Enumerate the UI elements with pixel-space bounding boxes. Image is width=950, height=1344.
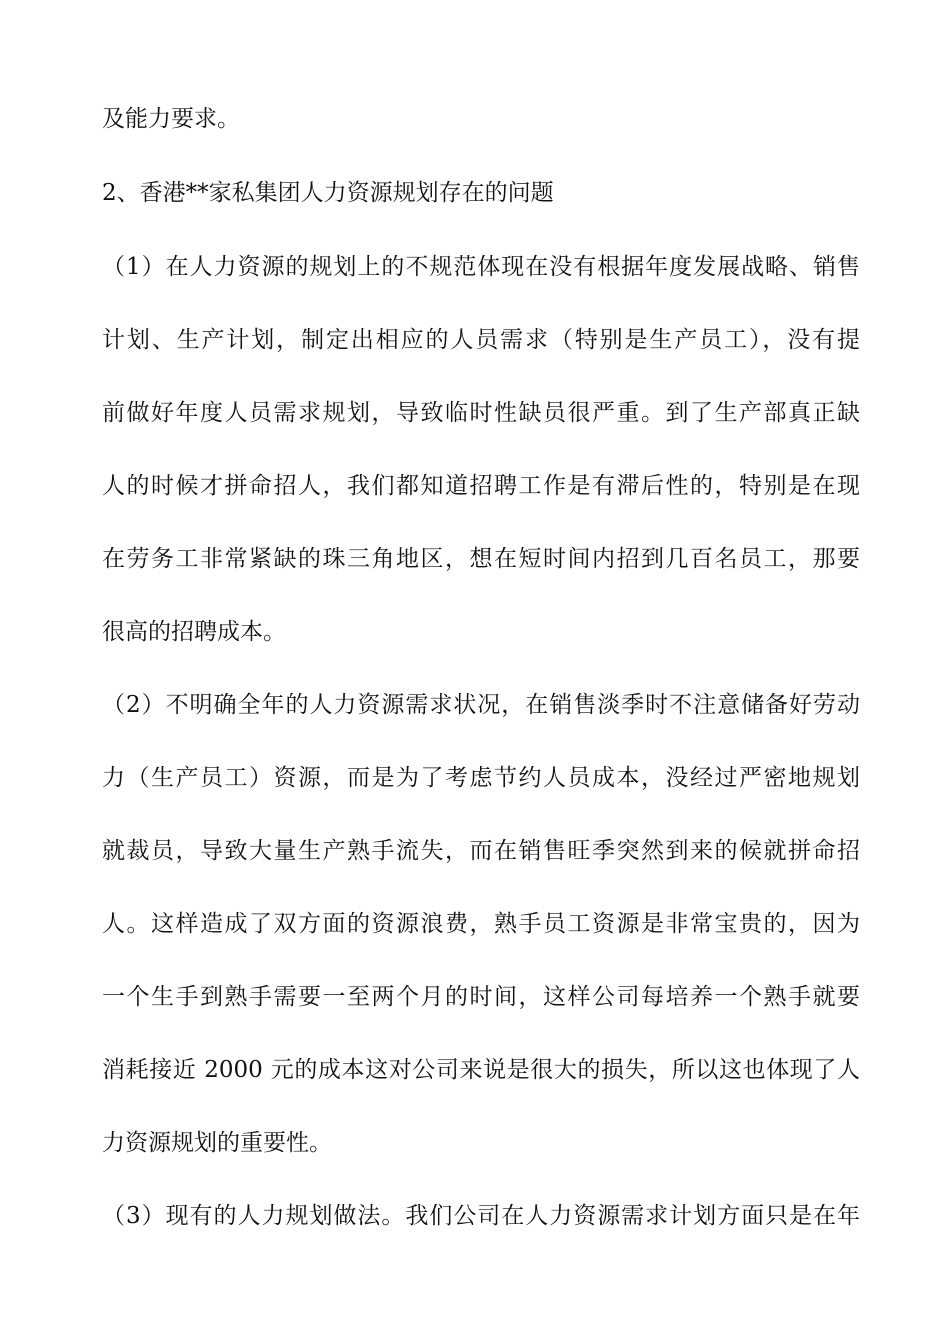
text-line: 力（生产员工）资源，而是为了考虑节约人员成本，没经过严密地规划 — [102, 765, 860, 791]
text-line: （1）在人力资源的规划上的不规范体现在没有根据年度发展战略、销售 — [102, 254, 860, 280]
text-line: 在劳务工非常紧缺的珠三角地区，想在短时间内招到几百名员工，那要 — [102, 546, 860, 572]
text-line: （2）不明确全年的人力资源需求状况，在销售淡季时不注意储备好劳动 — [102, 692, 860, 718]
text-line: 就裁员，导致大量生产熟手流失，而在销售旺季突然到来的候就拼命招 — [102, 838, 860, 864]
text-line: 一个生手到熟手需要一至两个月的时间，这样公司每培养一个熟手就要 — [102, 984, 860, 1010]
text-line: （3）现有的人力规划做法。我们公司在人力资源需求计划方面只是在年 — [102, 1203, 860, 1229]
section-heading: 2、香港**家私集团人力资源规划存在的问题 — [102, 180, 554, 206]
text-line: 人。这样造成了双方面的资源浪费，熟手员工资源是非常宝贵的，因为 — [102, 911, 860, 937]
text-line: 人的时候才拼命招人，我们都知道招聘工作是有滞后性的，特别是在现 — [102, 473, 860, 499]
text-line: 很高的招聘成本。 — [102, 619, 286, 645]
text-line: 计划、生产计划，制定出相应的人员需求（特别是生产员工），没有提 — [102, 327, 860, 353]
text-line: 及能力要求。 — [102, 106, 240, 132]
text-line: 力资源规划的重要性。 — [102, 1130, 332, 1156]
text-line: 消耗接近 2000 元的成本这对公司来说是很大的损失，所以这也体现了人 — [102, 1057, 860, 1083]
text-line: 前做好年度人员需求规划，导致临时性缺员很严重。到了生产部真正缺 — [102, 400, 860, 426]
